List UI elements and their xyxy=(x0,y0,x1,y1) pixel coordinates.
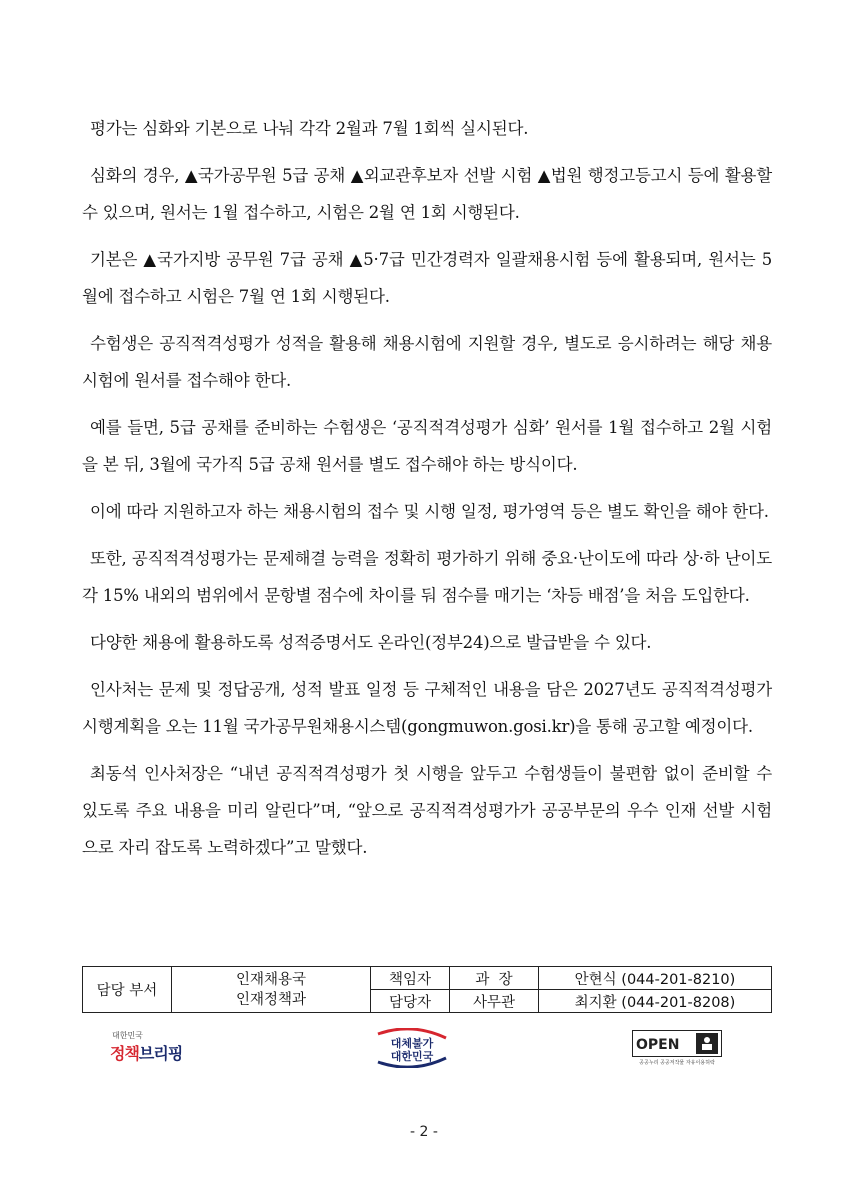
paragraph-2: 심화의 경우, ▲국가공무원 5급 공채 ▲외교관후보자 선발 시험 ▲법원 행정고등고시 등에 활용할 수 있으며, 원서는 1월 접수하고, 시험은 2월 연 1회 시행된다. xyxy=(82,166,772,222)
open-license-icon xyxy=(632,1030,722,1066)
paragraph-5: 예를 들면, 5급 공채를 준비하는 수험생은 ‘공직적격성평가 심화’ 원서를 1월 접수하고 2월 시험을 본 뒤, 3월에 국가직 5급 공채 원서를 별도 접수해야 하는 방식이다. xyxy=(82,418,772,474)
korea-slogan-icon xyxy=(372,1028,452,1068)
open-license-logo xyxy=(632,1030,722,1066)
page-number: - 2 - xyxy=(410,1124,438,1140)
paragraph-4: 수험생은 공직적격성평가 성적을 활용해 채용시험에 지원할 경우, 별도로 응시하려는 해당 채용시험에 원서를 접수해야 한다. xyxy=(82,334,772,390)
paragraph-3: 기본은 ▲국가지방 공무원 7급 공채 ▲5·7급 민간경력자 일괄채용시험 등에 활용되며, 원서는 5월에 접수하고 시험은 7월 연 1회 시행된다. xyxy=(82,250,772,306)
contact-table xyxy=(82,966,772,1013)
manager-title: 사무관 xyxy=(450,990,539,1013)
paragraph-9: 인사처는 문제 및 정답공개, 성적 발표 일정 등 구체적인 내용을 담은 2027년도 공직적격성평가 시행계획을 오는 11월 국가공무원채용시스템(gongmuwon.gosi.kr)을 통해 공고할 예정이다. xyxy=(82,680,772,736)
briefing-logo-b: 브리핑 xyxy=(138,1044,183,1063)
body-text xyxy=(82,110,772,876)
dept-names xyxy=(172,967,371,1013)
paragraph-7: 또한, 공직적격성평가는 문제해결 능력을 정확히 평가하기 위해 중요·난이도에 따라 상·하 난이도 각 15% 내외의 범위에서 문항별 점수에 차이를 둬 점수를 매기는 ‘차등 배점’을 처음 도입한다. xyxy=(82,549,772,605)
division-name: 인재정책과 xyxy=(235,991,307,1008)
korea-logo-line1: 대체불가 xyxy=(390,1037,434,1050)
briefing-logo-small: 대한민국 xyxy=(112,1031,143,1040)
responsible-name: 안현식 (044-201-8210) xyxy=(539,967,772,990)
paragraph-6: 이에 따라 지원하고자 하는 채용시험의 접수 및 시행 일정, 평가영역 등은 별도 확인을 해야 한다. xyxy=(90,502,769,521)
briefing-logo-a: 정책 xyxy=(110,1044,139,1063)
logo-row xyxy=(0,1028,848,1068)
responsible-label: 책임자 xyxy=(371,967,450,990)
korea-slogan-logo xyxy=(372,1028,452,1068)
paragraph-10: 최동석 인사처장은 “내년 공직적격성평가 첫 시행을 앞두고 수험생들이 불편함 없이 준비할 수 있도록 주요 내용을 미리 알린다”며, “앞으로 공직적격성평가가 공공부문의 우수 인재 선발 시험으로 자리 잡도록 노력하겠다”고 말했다. xyxy=(82,764,772,857)
policy-briefing-logo xyxy=(110,1030,200,1066)
paragraph-8: 다양한 채용에 활용하도록 성적증명서도 온라인(정부24)으로 발급받을 수 있다. xyxy=(90,633,652,652)
manager-label: 담당자 xyxy=(371,990,450,1013)
open-logo-small: 공공누리 공공저작물 자유이용허락 xyxy=(639,1060,715,1066)
dept-label: 담당 부서 xyxy=(83,967,172,1013)
paragraph-1: 평가는 심화와 기본으로 나눠 각각 2월과 7월 1회씩 실시된다. xyxy=(90,119,529,138)
open-logo-text: OPEN xyxy=(636,1037,680,1053)
bureau-name: 인재채용국 xyxy=(235,971,307,988)
manager-name: 최지환 (044-201-8208) xyxy=(539,990,772,1013)
korea-logo-line2: 대한민국 xyxy=(390,1050,434,1063)
responsible-title: 과 장 xyxy=(450,967,539,990)
